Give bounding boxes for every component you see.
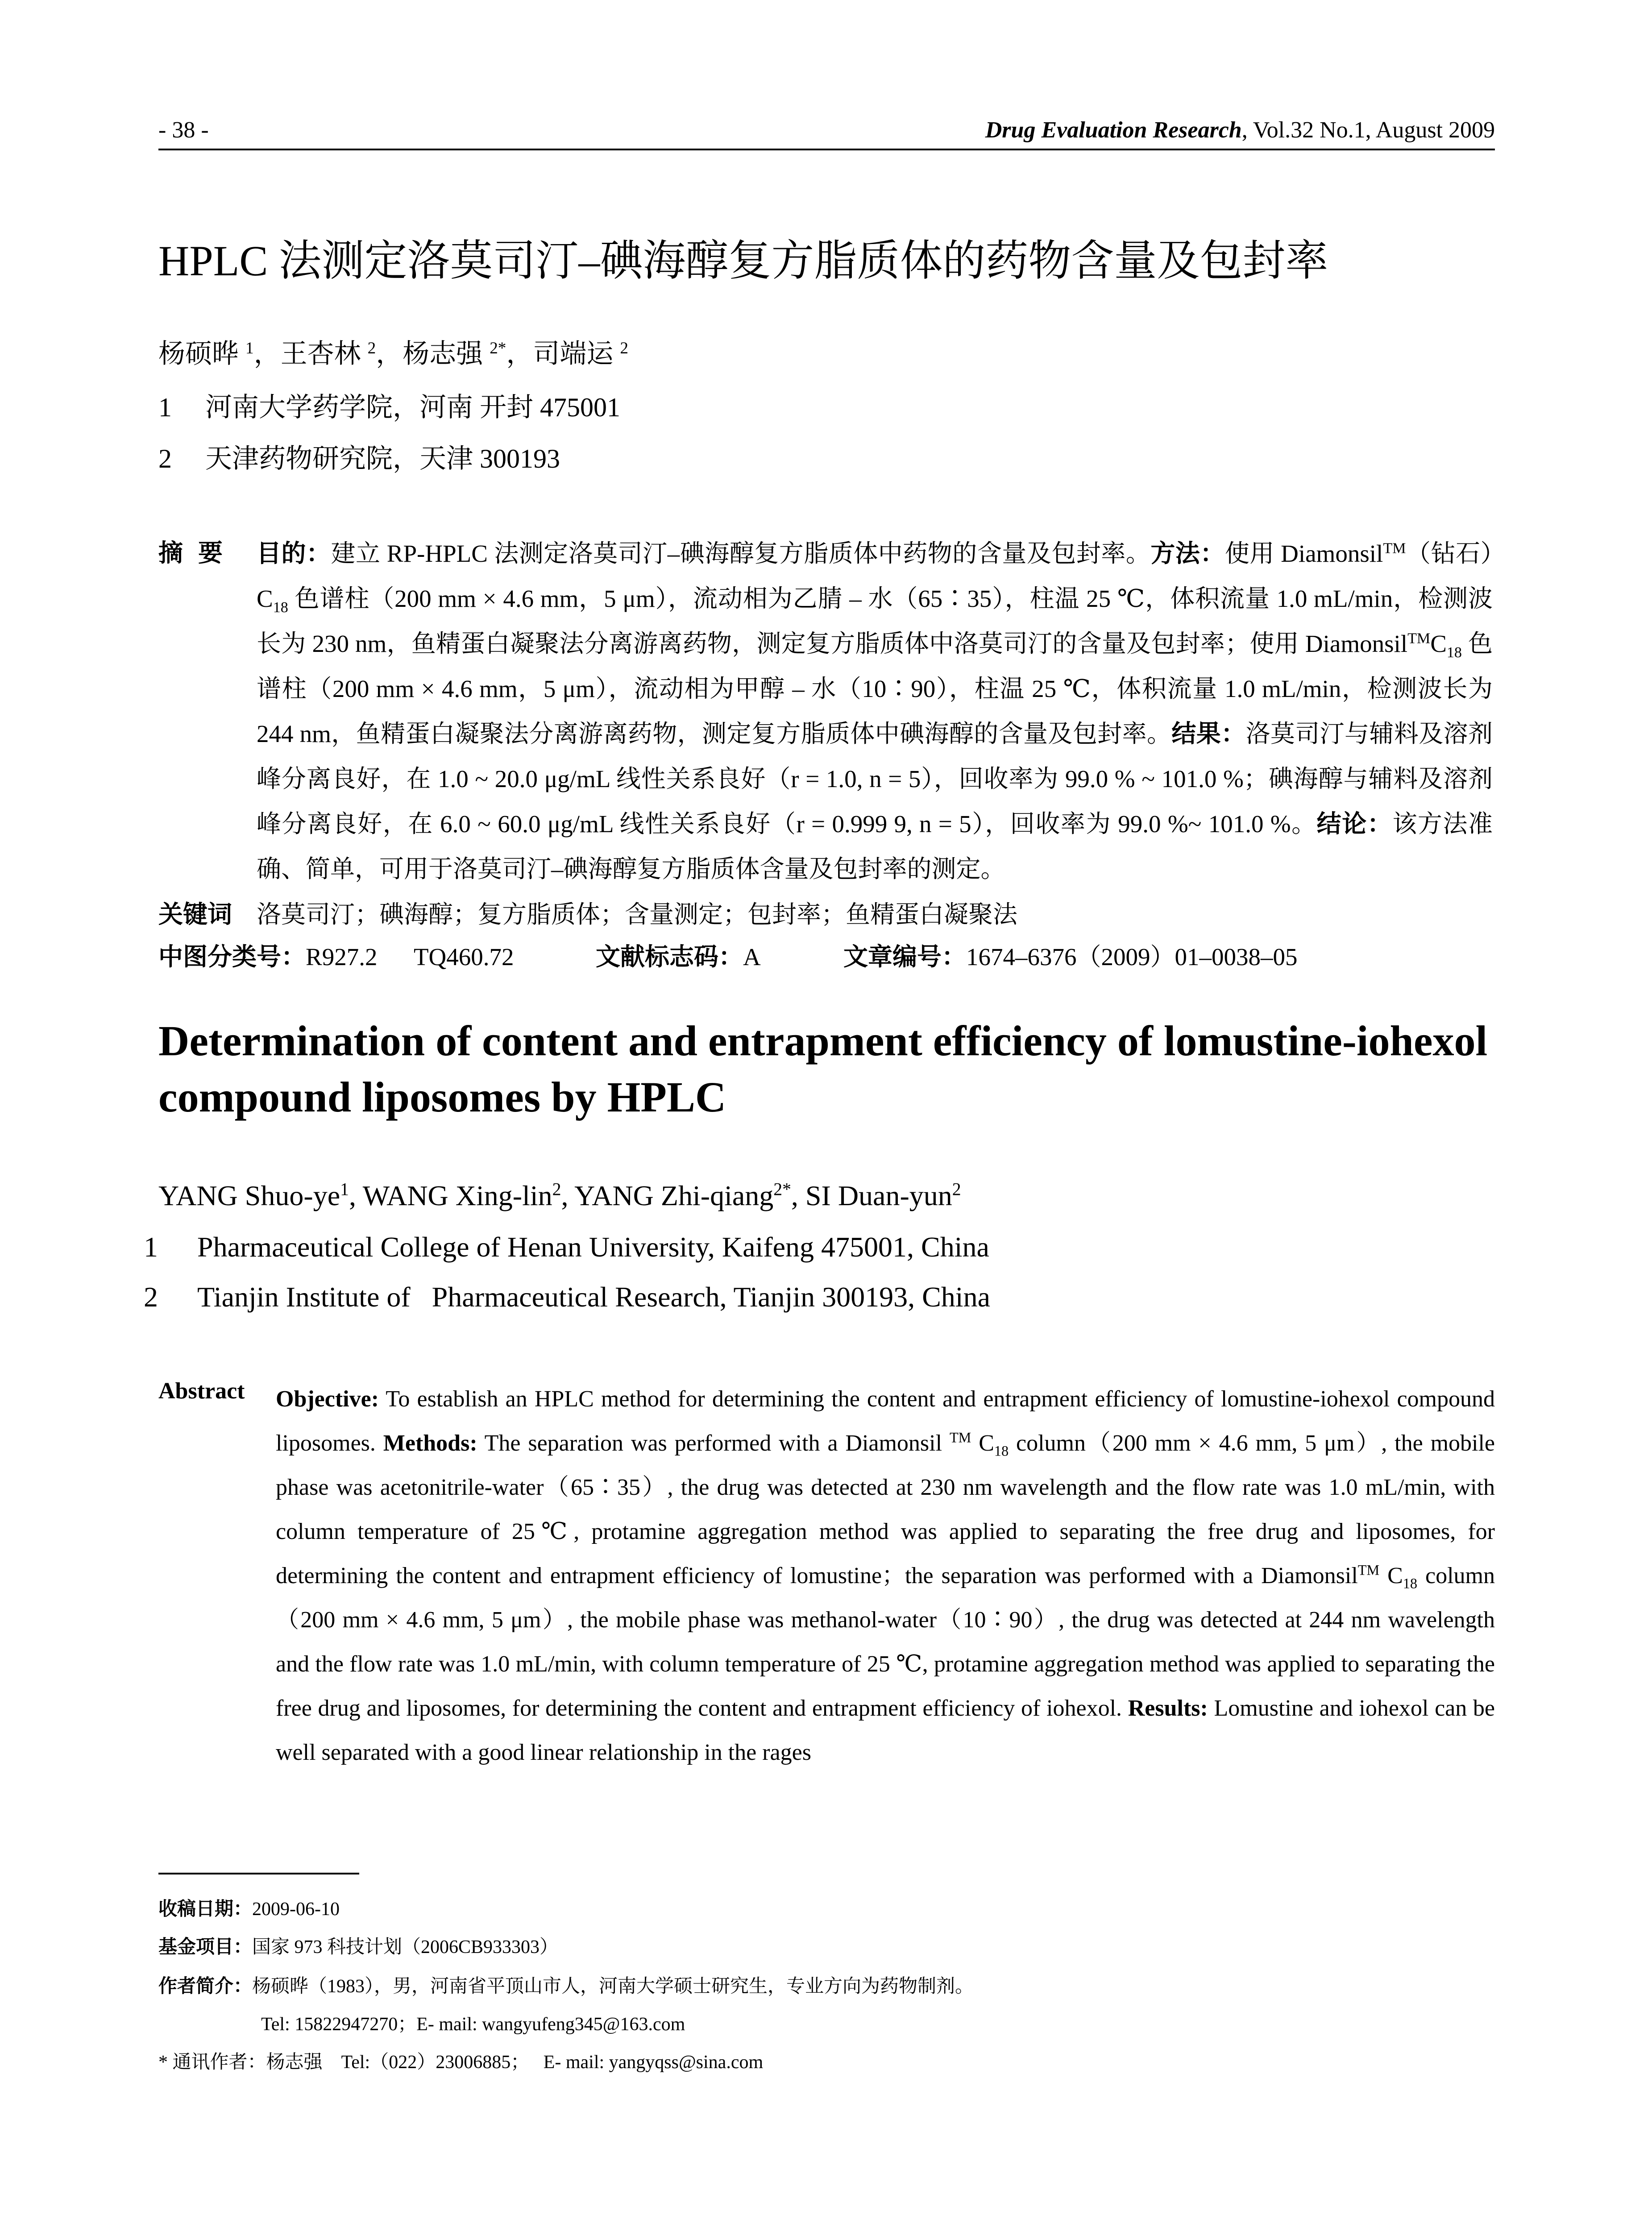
en-abstract: Objective: To establish an HPLC method for determining the content and entrapment efficiency of lomustine-iohexol compound liposomes. Methods: The separation was performed with a Diamonsil ™ $C_{18}$ column（200 mm × 4.6 mm, 5 μm）, the mobile phase was acetonitrile-water（65∶35）, the drug was detected at 230 nm wavelength and the flow rate was 1.0 mL/min, with column temperature of 25℃, protamine aggregation method was applied to separating the free drug and liposomes, for determining the content and entrapment efficiency of lomustine；the separation was performed with a Diamonsil™ $C_{18}$ column（200 mm × 4.6 mm, 5 μm）, the mobile phase was methanol-water（10∶90）, the drug was detected at 244 nm wavelength and the flow rate was 1.0 mL/min, with column temperature of 25 ℃, protamine aggregation method was applied to separating the free drug and liposomes, for determining the content and entrapment efficiency of iohexol. Results: Lomustine and iohexol can be well separated with a good linear relationship in the rages xyxy=(276,1386,1495,1765)
en-affiliation: 1 Pharmaceutical College of Henan University, Kaifeng 475001, China xyxy=(144,1231,989,1263)
cn-author: 司端运 $^2$ xyxy=(533,339,628,369)
cn-author: 王杏林 $^2$， xyxy=(280,339,403,369)
cn-classification: 中图分类号：R927.2 TQ460.72 xyxy=(158,943,514,970)
cn-author: 杨志强 $^{2*}$， xyxy=(403,339,533,369)
footnote-received: 收稿日期：2009-06-10 xyxy=(158,1899,340,1920)
en-affiliation: 2 Tianjin Institute of Pharmaceutical Research, Tianjin 300193, China xyxy=(144,1281,990,1313)
cn-affiliation: 1 河南大学药学院，河南 开封 475001 xyxy=(158,393,620,422)
journal-issue: , Vol.32 No.1, August 2009 xyxy=(1241,117,1495,143)
cn-abstract: 目的：建立 RP-HPLC 法测定洛莫司汀–碘海醇复方脂质体中药物的含量及包封率。方法：使用 Diamonsil™（钻石）$C_{18}$ 色谱柱（200 mm × 4.6 mm，5 μm），流动相为乙腈 – 水（65∶35），柱温 25 ℃，体积流量 1.0 mL/min，检测波长为 230 nm，鱼精蛋白凝聚法分离游离药物，测定复方脂质体中洛莫司汀的含量及包封率；使用 $Diamonsil™C_{18}$ 色谱柱（200 mm × 4.6 mm，5 μm），流动相为甲醇 – 水（10∶90），柱温 25 ℃，体积流量 1.0 mL/min，检测波长为 244 nm，鱼精蛋白凝聚法分离游离药物，测定复方脂质体中碘海醇的含量及包封率。结果：洛莫司汀与辅料及溶剂峰分离良好，在 1.0 ~ 20.0 μg/mL 线性关系良好（r = 1.0, n = 5），回收率为 99.0 % ~ 101.0 %；碘海醇与辅料及溶剂峰分离良好，在 6.0 ~ 60.0 μg/mL 线性关系良好（r = 0.999 9, n = 5），回收率为 99.0 %~ 101.0 %。结论：该方法准确、简单，可用于洛莫司汀–碘海醇复方脂质体含量及包封率的测定。 xyxy=(257,540,1493,883)
journal-name: Drug Evaluation Research xyxy=(985,117,1242,143)
cn-authors xyxy=(158,332,628,371)
cn-title: HPLC 法测定洛莫司汀–碘海醇复方脂质体的药物含量及包封率 xyxy=(158,237,1328,285)
en-author: SI Duan-yun$^2$ xyxy=(805,1179,961,1211)
footnote-corresponding: * 通讯作者：杨志强 Tel:（022）23006885； E- mail: yangyqss@sina.com xyxy=(158,2052,764,2073)
cn-keywords: 关键词 洛莫司汀；碘海醇；复方脂质体；含量测定；包封率；鱼精蛋白凝聚法 xyxy=(158,901,1018,928)
en-authors xyxy=(158,1179,961,1212)
cn-document-code: 文献标志码：A xyxy=(596,943,761,970)
en-author: WANG Xing-lin$^2$, xyxy=(362,1179,575,1211)
cn-author: 杨硕晔 $^1$， xyxy=(158,339,281,369)
header-rule xyxy=(158,149,1495,150)
cn-affiliation: 2 天津药物研究院，天津 300193 xyxy=(158,444,560,473)
cn-article-number: 文章编号：1674–6376（2009）01–0038–05 xyxy=(843,943,1298,970)
en-abstract-label: Abstract xyxy=(158,1378,245,1404)
footnote-fund: 基金项目：国家 973 科技计划（2006CB933303） xyxy=(158,1937,559,1957)
footnote-author-contact: Tel: 15822947270；E- mail: wangyufeng345@163.com xyxy=(261,2014,685,2035)
footnote-author: 作者简介：杨硕晔（1983），男，河南省平顶山市人，河南大学硕士研究生，专业方向为药物制剂。 xyxy=(158,1976,974,1997)
en-author: YANG Zhi-qiang$^{2*}$, xyxy=(574,1179,805,1211)
running-header xyxy=(985,117,1495,143)
en-author: YANG Shuo-$ye^1$, xyxy=(158,1179,363,1211)
footnote-rule xyxy=(158,1873,359,1874)
page-number: - 38 - xyxy=(158,117,209,143)
cn-abstract-label: 摘要 xyxy=(158,539,238,567)
en-title: Determination of content and entrapment efficiency of lomustine-iohexol compound liposomes by HPLC xyxy=(158,1017,1488,1121)
